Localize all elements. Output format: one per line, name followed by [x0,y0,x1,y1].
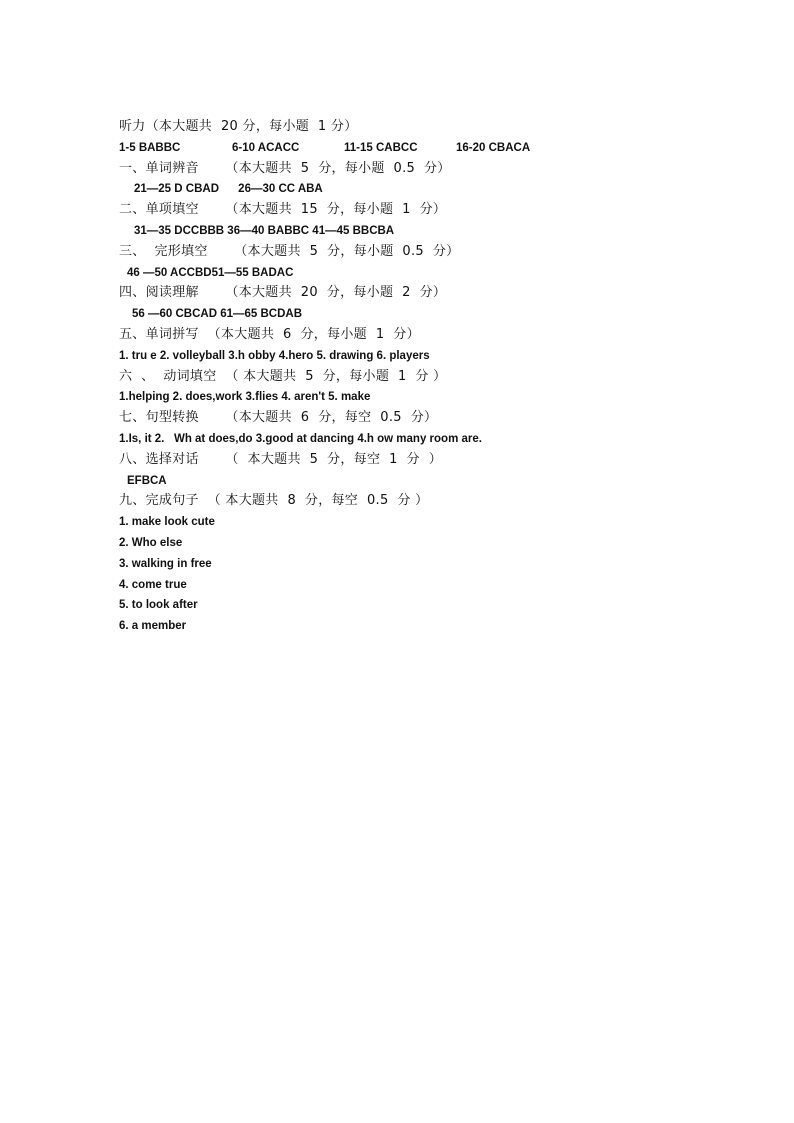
section-7-heading: 七、句型转换 （本大题共 6 分，每空 0.5 分） [119,410,438,426]
section-2-answers: 31—35 DCCBBB 36—40 BABBC 41—45 BBCBA [134,224,395,237]
section-9-answer-4: 4. come true [119,578,187,591]
section-4-heading: 四、阅读理解 （本大题共 20 分，每小题 2 分） [119,285,447,301]
section-2-heading: 二、单项填空 （本大题共 15 分，每小题 1 分） [119,202,447,218]
section-9-answer-3: 3. walking in free [119,557,212,570]
listening-answers [119,138,719,159]
section-3-answers: 46 —50 ACCBD51—55 BADAC [127,266,294,279]
section-6-heading: 六 、 动词填空 （ 本大题共 5 分，每小题 1 分 ） [119,368,447,384]
listening-answer-1-5: 1-5 BABBC [119,141,181,154]
section-9-answer-6: 6. a member [119,620,187,633]
section-4-answers: 56 —60 CBCAD 61—65 BCDAB [132,308,302,321]
section-9-answer-5: 5. to look after [119,599,198,612]
section-8-answers: EFBCA [127,474,167,487]
section-3-heading: 三、 完形填空 （本大题共 5 分，每小题 0.5 分） [119,243,460,259]
listening-answer-11-15: 11-15 CABCC [344,141,418,154]
section-9-answer-2: 2. Who else [119,536,183,549]
section-5-answers: 1. tru e 2. volleyball 3.h obby 4.hero 5. drawing 6. players [119,349,430,362]
section-9-answer-1: 1. make look cute [119,516,215,529]
section-6-answers: 1.helping 2. does,work 3.flies 4. aren't 5. make [119,391,371,404]
answer-key-document [119,117,719,637]
section-7-answers: 1.Is, it 2. Wh at does,do 3.good at dancing 4.h ow many room are. [119,432,482,445]
section-5-heading: 五、单词拼写 （本大题共 6 分，每小题 1 分） [119,326,420,342]
section-9-heading: 九、完成句子 （ 本大题共 8 分，每空 0.5 分 ） [119,493,429,509]
listening-answer-16-20: 16-20 CBACA [456,141,531,154]
section-1-heading: 一、单词辨音 （本大题共 5 分，每小题 0.5 分） [119,160,451,176]
listening-answer-6-10: 6-10 ACACC [232,141,300,154]
section-8-heading: 八、选择对话 （ 本大题共 5 分，每空 1 分 ） [119,451,443,467]
section-1-answers: 21—25 D CBAD 26—30 CC ABA [134,183,323,196]
listening-heading: 听力（本大题共 20 分，每小题 1 分） [119,119,358,134]
